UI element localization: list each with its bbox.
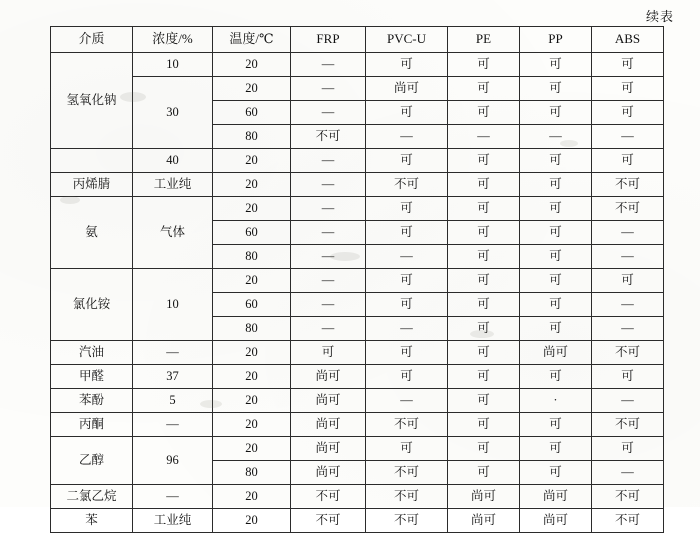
cell-rating-PVC-U: 可 (366, 341, 448, 365)
cell-rating-FRP: — (291, 53, 366, 77)
cell-rating-PVC-U: 可 (366, 269, 448, 293)
cell-concentration: 40 (133, 149, 213, 173)
cell-concentration: — (133, 485, 213, 509)
cell-rating-FRP: 可 (291, 341, 366, 365)
cell-temperature: 80 (213, 245, 291, 269)
cell-rating-FRP: — (291, 221, 366, 245)
cell-concentration: 气体 (133, 197, 213, 269)
cell-rating-FRP: — (291, 317, 366, 341)
cell-rating-PE: 可 (448, 221, 520, 245)
cell-rating-PVC-U: 可 (366, 101, 448, 125)
cell-rating-PP: 尚可 (520, 485, 592, 509)
cell-rating-PE: 尚可 (448, 485, 520, 509)
cell-temperature: 60 (213, 293, 291, 317)
cell-rating-ABS: 可 (592, 149, 664, 173)
cell-temperature: 20 (213, 437, 291, 461)
cell-rating-ABS: — (592, 293, 664, 317)
table-row (51, 389, 664, 413)
cell-rating-FRP: 尚可 (291, 413, 366, 437)
cell-rating-ABS: 不可 (592, 485, 664, 509)
cell-rating-PE: 可 (448, 77, 520, 101)
cell-rating-PE: 可 (448, 317, 520, 341)
column-header-6: PP (520, 27, 592, 53)
cell-rating-PE: 可 (448, 461, 520, 485)
cell-temperature: 20 (213, 269, 291, 293)
cell-rating-PVC-U: 可 (366, 149, 448, 173)
cell-rating-PE: 可 (448, 365, 520, 389)
cell-rating-PVC-U: 可 (366, 437, 448, 461)
column-header-2: 温度/℃ (213, 27, 291, 53)
continued-label: 续表 (645, 9, 674, 24)
cell-medium: 氢氧化钠 (51, 53, 133, 149)
cell-rating-PE: 可 (448, 413, 520, 437)
table-row (51, 149, 664, 173)
column-header-7: ABS (592, 27, 664, 53)
cell-temperature: 20 (213, 149, 291, 173)
cell-rating-PP: 可 (520, 269, 592, 293)
cell-rating-PP: 可 (520, 149, 592, 173)
cell-rating-PP: 可 (520, 101, 592, 125)
cell-rating-PE: 可 (448, 293, 520, 317)
cell-rating-ABS: — (592, 461, 664, 485)
cell-rating-PP: 可 (520, 221, 592, 245)
cell-rating-PP: 可 (520, 77, 592, 101)
cell-rating-PVC-U: 可 (366, 365, 448, 389)
cell-temperature: 20 (213, 365, 291, 389)
table-row (51, 437, 664, 461)
cell-rating-FRP: 不可 (291, 509, 366, 533)
cell-rating-PE: 可 (448, 389, 520, 413)
cell-rating-FRP: 不可 (291, 485, 366, 509)
cell-medium: 氯化铵 (51, 269, 133, 341)
cell-rating-PP: 可 (520, 197, 592, 221)
cell-temperature: 20 (213, 485, 291, 509)
cell-rating-PP: — (520, 125, 592, 149)
cell-rating-PVC-U: 不可 (366, 485, 448, 509)
cell-concentration: 5 (133, 389, 213, 413)
cell-temperature: 60 (213, 221, 291, 245)
cell-rating-ABS: — (592, 317, 664, 341)
cell-medium: 氨 (51, 197, 133, 269)
cell-rating-PP: 可 (520, 245, 592, 269)
cell-concentration: 工业纯 (133, 173, 213, 197)
table-row (51, 413, 664, 437)
cell-temperature: 20 (213, 197, 291, 221)
cell-concentration: 30 (133, 77, 213, 149)
cell-rating-FRP: — (291, 245, 366, 269)
chemical-resistance-table-container (50, 26, 663, 533)
table-row (51, 269, 664, 293)
table-header-row (51, 27, 664, 53)
cell-rating-FRP: 不可 (291, 125, 366, 149)
cell-rating-FRP: — (291, 149, 366, 173)
cell-rating-PP: 可 (520, 53, 592, 77)
cell-temperature: 20 (213, 77, 291, 101)
cell-rating-ABS: 可 (592, 269, 664, 293)
table-row (51, 77, 664, 101)
cell-rating-PVC-U: 不可 (366, 461, 448, 485)
cell-rating-ABS: — (592, 389, 664, 413)
cell-rating-PP: 可 (520, 413, 592, 437)
table-row (51, 173, 664, 197)
cell-rating-PVC-U: — (366, 389, 448, 413)
cell-rating-ABS: — (592, 125, 664, 149)
cell-temperature: 80 (213, 317, 291, 341)
cell-rating-PP: 可 (520, 173, 592, 197)
cell-concentration: — (133, 413, 213, 437)
cell-temperature: 60 (213, 101, 291, 125)
cell-rating-PE: 可 (448, 269, 520, 293)
cell-concentration: 10 (133, 269, 213, 341)
cell-rating-PE: 可 (448, 53, 520, 77)
cell-rating-ABS: 可 (592, 77, 664, 101)
cell-rating-PE: — (448, 125, 520, 149)
cell-rating-PP: · (520, 389, 592, 413)
cell-medium: 汽油 (51, 341, 133, 365)
cell-rating-PE: 可 (448, 437, 520, 461)
cell-concentration: 工业纯 (133, 509, 213, 533)
cell-rating-ABS: — (592, 221, 664, 245)
cell-rating-PE: 可 (448, 197, 520, 221)
cell-rating-PP: 尚可 (520, 341, 592, 365)
cell-medium: 苯酚 (51, 389, 133, 413)
cell-medium: 丙烯腈 (51, 173, 133, 197)
column-header-0: 介质 (51, 27, 133, 53)
table-body (51, 27, 664, 533)
chemical-resistance-table (50, 26, 664, 533)
cell-rating-PP: 尚可 (520, 509, 592, 533)
cell-temperature: 20 (213, 53, 291, 77)
cell-rating-ABS: 可 (592, 437, 664, 461)
cell-rating-ABS: 可 (592, 53, 664, 77)
cell-concentration: 37 (133, 365, 213, 389)
cell-rating-FRP: 尚可 (291, 461, 366, 485)
cell-concentration: 96 (133, 437, 213, 485)
cell-rating-ABS: — (592, 245, 664, 269)
cell-medium: 丙酮 (51, 413, 133, 437)
table-row (51, 341, 664, 365)
cell-rating-PVC-U: 可 (366, 53, 448, 77)
cell-temperature: 80 (213, 461, 291, 485)
cell-rating-PVC-U: 可 (366, 197, 448, 221)
table-row (51, 53, 664, 77)
cell-temperature: 20 (213, 389, 291, 413)
cell-rating-PVC-U: 可 (366, 221, 448, 245)
cell-rating-PP: 可 (520, 461, 592, 485)
cell-rating-FRP: — (291, 77, 366, 101)
cell-rating-PP: 可 (520, 437, 592, 461)
cell-medium (51, 149, 133, 173)
cell-rating-PE: 可 (448, 341, 520, 365)
cell-rating-FRP: — (291, 197, 366, 221)
cell-rating-ABS: 不可 (592, 173, 664, 197)
cell-rating-FRP: — (291, 269, 366, 293)
cell-temperature: 20 (213, 509, 291, 533)
cell-temperature: 20 (213, 341, 291, 365)
cell-rating-PE: 可 (448, 173, 520, 197)
table-row (51, 197, 664, 221)
cell-temperature: 20 (213, 173, 291, 197)
cell-rating-PVC-U: 可 (366, 293, 448, 317)
cell-rating-FRP: — (291, 293, 366, 317)
cell-rating-FRP: 尚可 (291, 437, 366, 461)
cell-rating-PVC-U: — (366, 317, 448, 341)
cell-rating-PVC-U: 不可 (366, 173, 448, 197)
cell-medium: 甲醛 (51, 365, 133, 389)
cell-rating-PVC-U: 尚可 (366, 77, 448, 101)
cell-rating-PVC-U: — (366, 245, 448, 269)
table-row (51, 509, 664, 533)
column-header-1: 浓度/% (133, 27, 213, 53)
cell-rating-ABS: 不可 (592, 197, 664, 221)
cell-rating-ABS: 不可 (592, 509, 664, 533)
cell-temperature: 20 (213, 413, 291, 437)
cell-rating-FRP: 尚可 (291, 389, 366, 413)
cell-medium: 二氯乙烷 (51, 485, 133, 509)
cell-rating-PP: 可 (520, 365, 592, 389)
cell-medium: 乙醇 (51, 437, 133, 485)
cell-rating-PE: 尚可 (448, 509, 520, 533)
cell-rating-ABS: 不可 (592, 341, 664, 365)
table-row (51, 485, 664, 509)
cell-rating-PE: 可 (448, 149, 520, 173)
cell-rating-ABS: 可 (592, 101, 664, 125)
cell-rating-FRP: — (291, 101, 366, 125)
cell-rating-FRP: — (291, 173, 366, 197)
column-header-3: FRP (291, 27, 366, 53)
cell-concentration: — (133, 341, 213, 365)
cell-concentration: 10 (133, 53, 213, 77)
cell-rating-ABS: 可 (592, 365, 664, 389)
column-header-5: PE (448, 27, 520, 53)
cell-rating-PVC-U: 不可 (366, 509, 448, 533)
table-row (51, 365, 664, 389)
cell-rating-PE: 可 (448, 101, 520, 125)
cell-rating-PVC-U: — (366, 125, 448, 149)
cell-medium: 苯 (51, 509, 133, 533)
cell-rating-PP: 可 (520, 317, 592, 341)
cell-rating-PP: 可 (520, 293, 592, 317)
cell-rating-ABS: 不可 (592, 413, 664, 437)
cell-rating-PE: 可 (448, 245, 520, 269)
cell-temperature: 80 (213, 125, 291, 149)
cell-rating-PVC-U: 不可 (366, 413, 448, 437)
cell-rating-FRP: 尚可 (291, 365, 366, 389)
column-header-4: PVC-U (366, 27, 448, 53)
